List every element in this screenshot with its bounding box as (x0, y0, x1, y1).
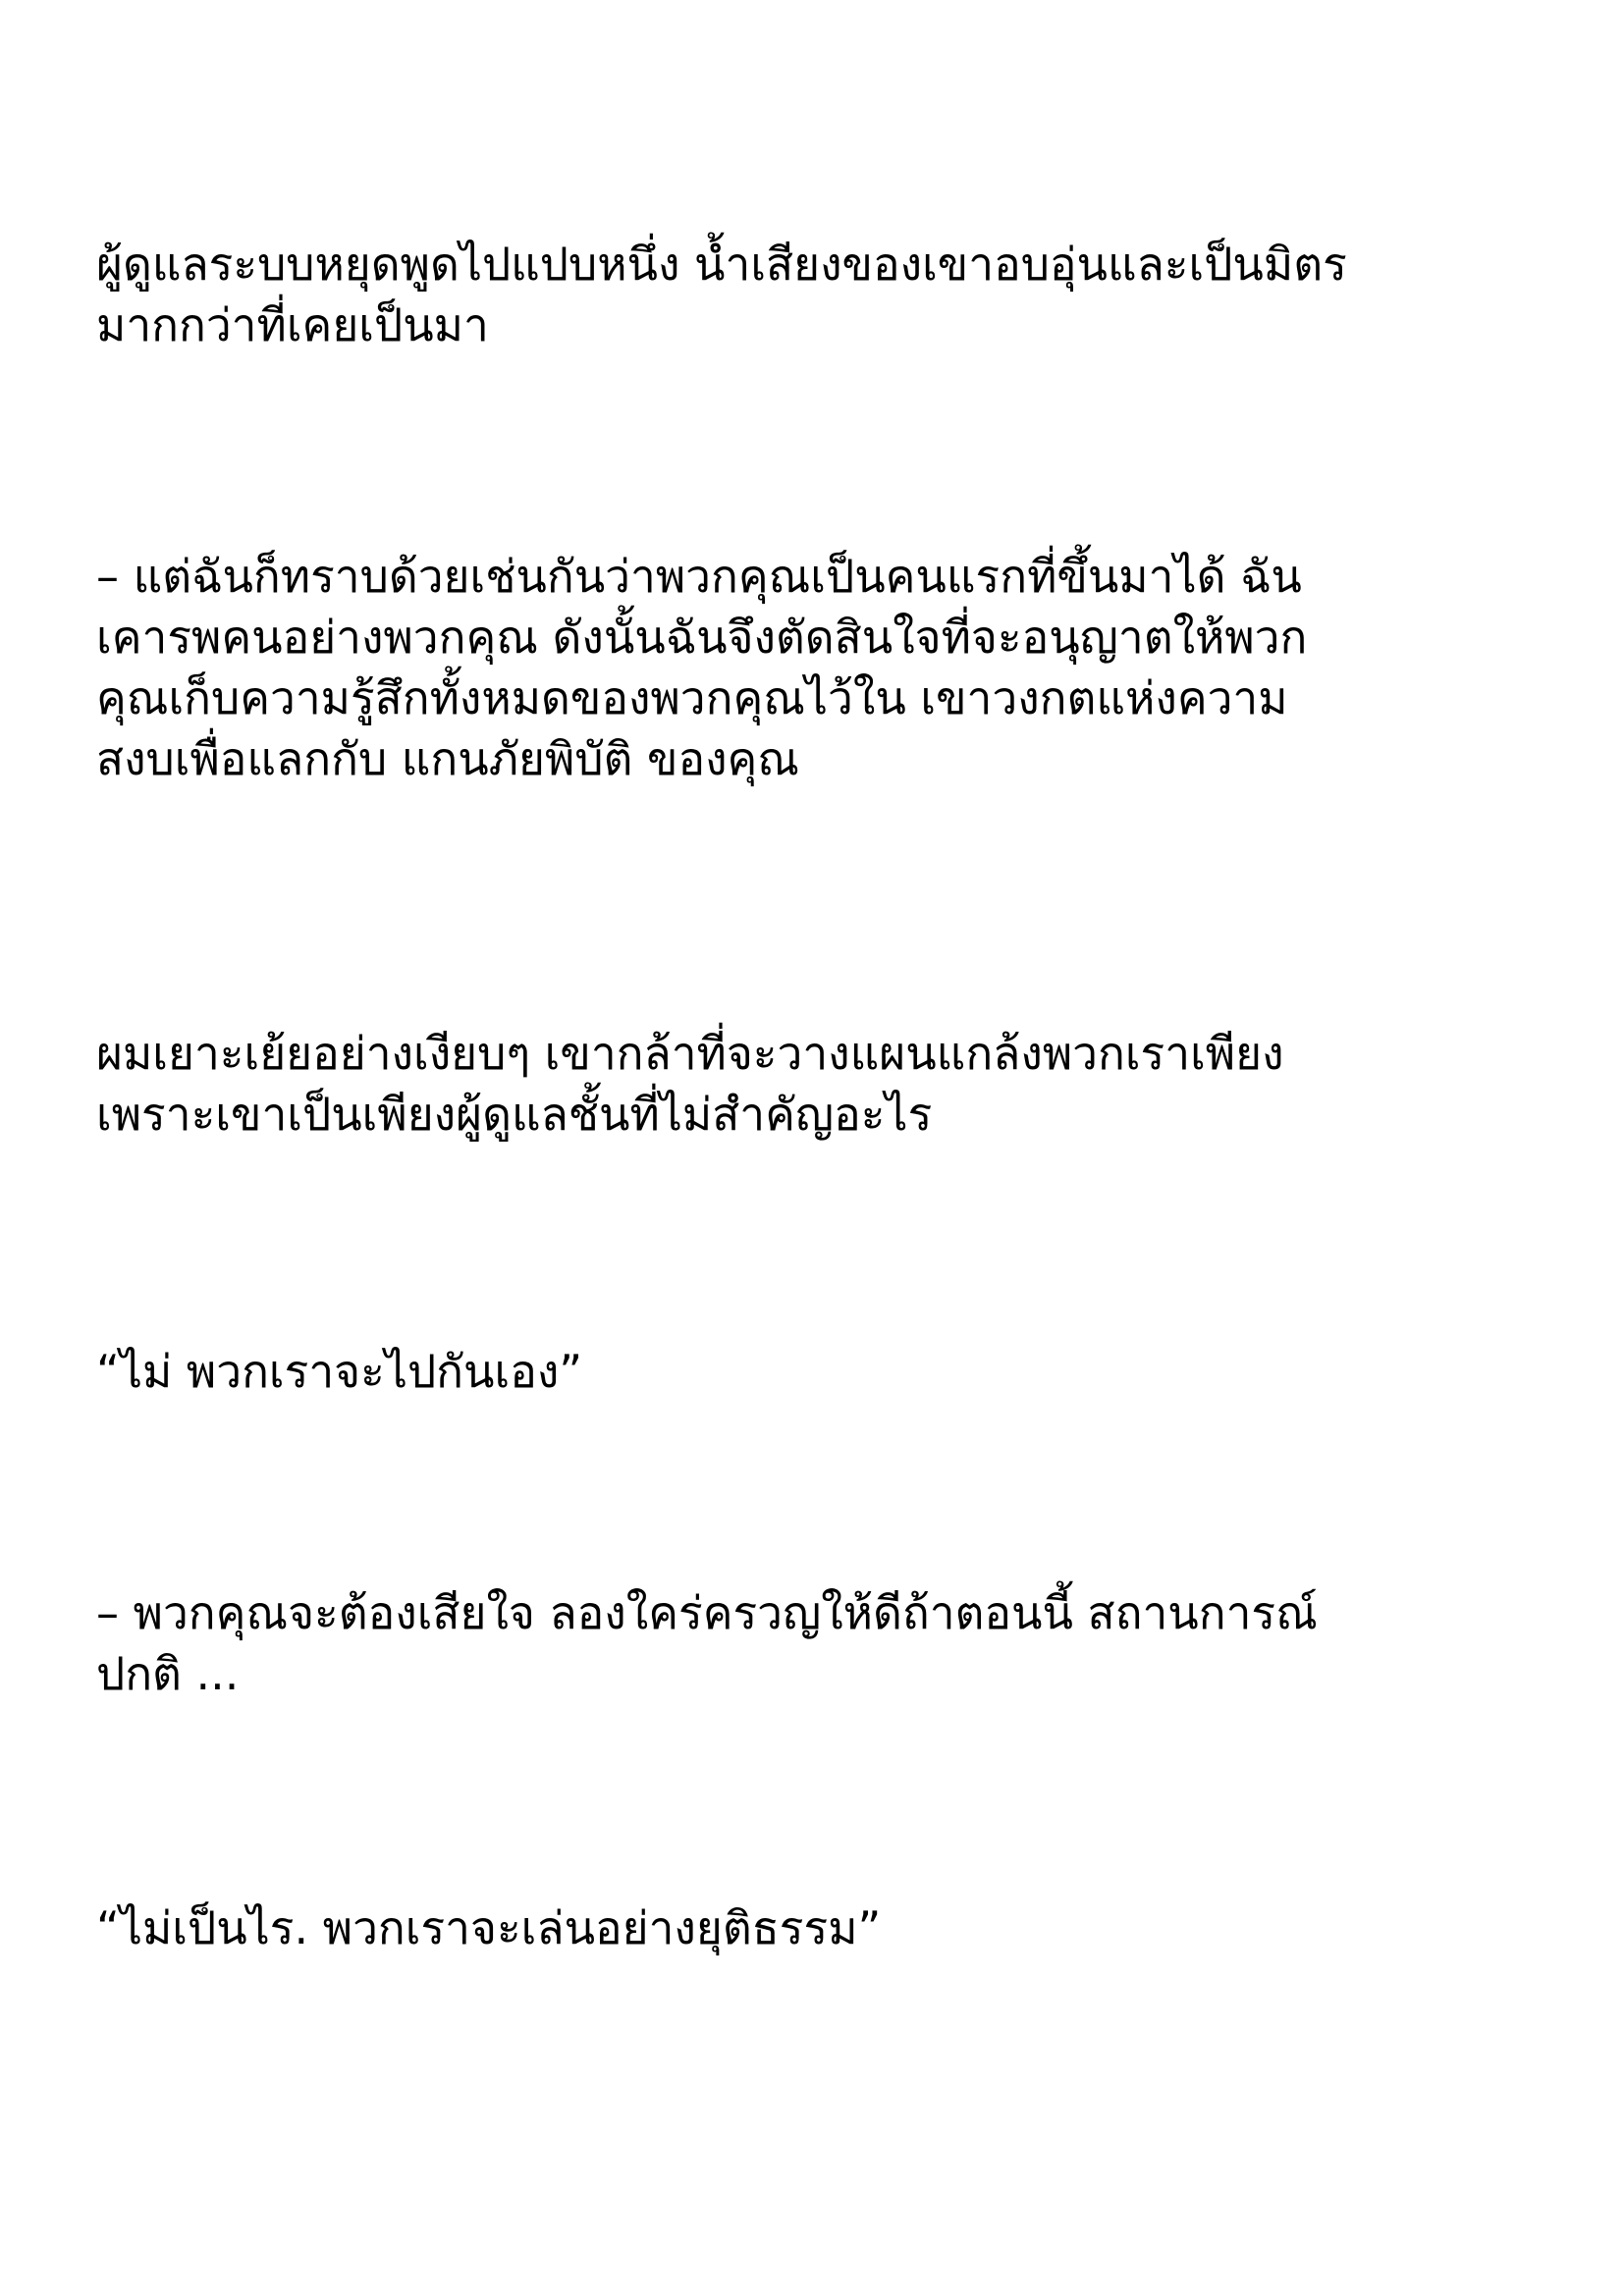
paragraph-dialogue-1 (96, 1341, 1540, 1402)
text-line: ผู้ดูแลระบบหยุดพูดไปแปบหนึ่ง น้ำเสียงของเขาอบอุ่นและเป็นมิตร (96, 238, 1347, 291)
text-line: “ไม่เป็นไร. พวกเราจะเล่นอย่างยุติธรรม” (96, 1901, 882, 1954)
paragraph-dialogue-admin-1 (96, 546, 1540, 789)
text-line: ปกติ ... (96, 1647, 240, 1700)
text-line: – พวกคุณจะต้องเสียใจ ลองใคร่ครวญให้ดีถ้าตอนนี้ สถานการณ์ (96, 1586, 1318, 1639)
text-line: เพราะเขาเป็นเพียงผู้ดูแลชั้นที่ไม่สำคัญอะไร (96, 1088, 933, 1141)
paragraph-dialogue-admin-2 (96, 1582, 1540, 1704)
text-line: สงบเพื่อแลกกับ แกนภัยพิบัติ ของคุณ (96, 732, 799, 785)
text-line: มากกว่าที่เคยเป็นมา (96, 298, 489, 351)
text-line: ผมเยาะเย้ยอย่างเงียบๆ เขากล้าที่จะวางแผนแกล้งพวกเราเพียง (96, 1027, 1284, 1080)
paragraph-narration-2 (96, 1023, 1540, 1145)
text-line: คุณเก็บความรู้สึกทั้งหมดของพวกคุณไว้ใน เขาวงกตแห่งความ (96, 671, 1288, 724)
text-line: “ไม่ พวกเราจะไปกันเอง” (96, 1345, 583, 1398)
paragraph-narration-1 (96, 234, 1540, 355)
text-line: เคารพคนอย่างพวกคุณ ดังนั้นฉันจึงตัดสินใจที่จะอนุญาตให้พวก (96, 611, 1308, 664)
text-line: – แต่ฉันก็ทราบด้วยเช่นกันว่าพวกคุณเป็นคนแรกที่ขึ้นมาได้ ฉัน (96, 550, 1302, 603)
paragraph-dialogue-2 (96, 1897, 1540, 1958)
